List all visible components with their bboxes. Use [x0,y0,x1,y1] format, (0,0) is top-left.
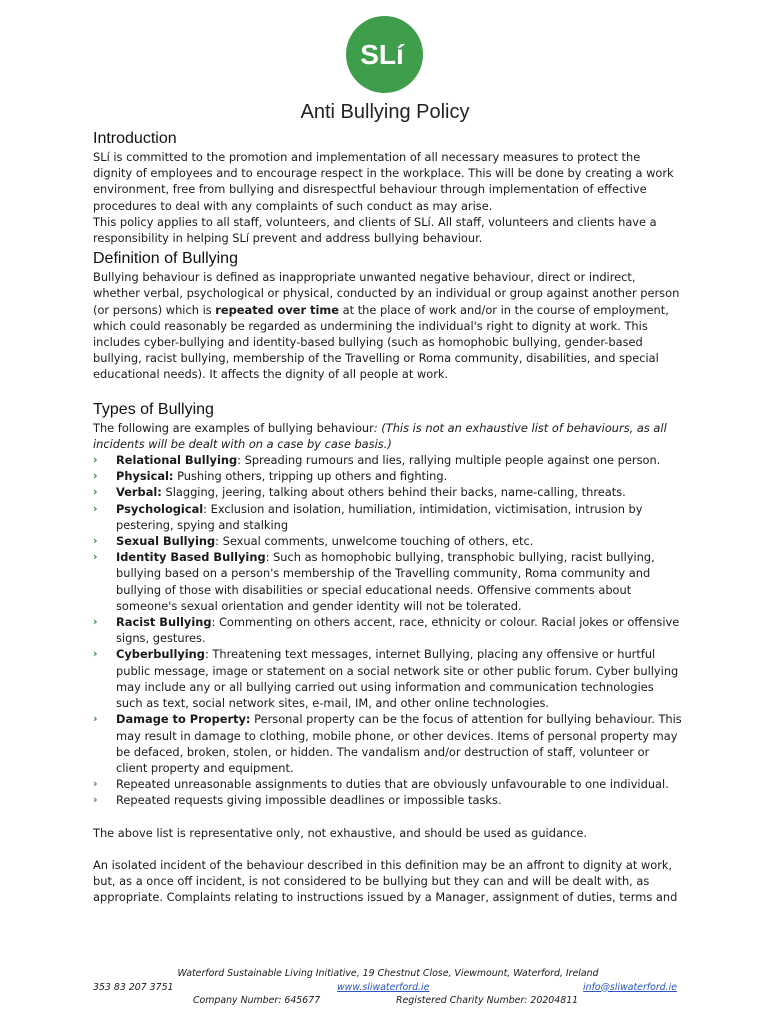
page-title: Anti Bullying Policy [300,101,470,123]
bullet-text: : Spreading rumours and lies, rallying multiple people against one person. [237,453,661,468]
sli-logo [346,16,423,93]
bullet-text: : Commenting on others accent, race, ethnicity or colour. Racial jokes or offensive signs, gestures. [116,615,680,646]
intro-paragraph-2: This policy applies to all staff, volunteers, and clients of SLí. All staff, volunteers and clients have a responsibility in helping SLí prevent and address bullying behaviour. [93,214,657,246]
bullet-arrow-icon: › [93,550,98,564]
definition-heading: Definition of Bullying [93,250,238,268]
bullet-term: Physical: [116,469,174,484]
footer-charity-number: Registered Charity Number: 20204811 [396,995,579,1006]
intro-paragraph-1: SLí is committed to the promotion and implementation of all necessary measures to protect the dignity of employees and to encourage respect in the workplace. This will be done by creating a work environment, free from bullying and disrespectful behaviour through implementation of effective procedures to deal with any complaints of such conduct as may arise. [93,150,674,213]
list-item [93,501,683,533]
bullet-arrow-icon: › [93,647,98,661]
bullet-term: Identity Based Bullying [116,550,266,565]
bullet-arrow-icon: › [93,777,98,791]
bullet-arrow-icon: › [93,501,98,515]
types-list [93,452,683,776]
bullet-text: Slagging, jeering, talking about others behind their backs, name-calling, threats. [161,485,626,500]
bullet-text: : Threatening text messages, internet Bullying, placing any offensive or hurtful public message, image or statement on a social network site or other public forum. Cyber bullying may include any or all bullying carried out using information and communication technologies such as text, social network sites, e-mail, IM, and other online technologies. [116,647,679,711]
footer [93,967,683,1008]
list-item [93,646,683,711]
bullet-term: Cyberbullying [116,647,205,662]
footer-email-link[interactable]: info@sliwaterford.ie [583,981,677,993]
extra-list [93,776,683,808]
bullet-text: : Such as homophobic bullying, transphobic bullying, racist bullying, bullying based on a person's membership of the Travelling community, Roma community and bullying of those with disabilities or special educational needs. Offensive comments about someone's sexual orientation and gender identity will not be tolerated. [116,550,655,613]
list-item [93,484,683,500]
bullet-term: Relational Bullying [116,453,238,468]
list-item [93,614,683,646]
intro-heading: Introduction [93,130,177,147]
bullet-arrow-icon: › [93,615,98,629]
guidance-note: The above list is representative only, not exhaustive, and should be used as guidance. [93,825,588,840]
list-item: › Repeated requests giving impossible deadlines or impossible tasks. [93,793,502,808]
logo-text: SLí [360,39,404,70]
bullet-term: Psychological [116,501,204,516]
footer-phone: 353 83 207 3751 [93,981,174,993]
bullet-arrow-icon: › [93,534,98,548]
list-item [93,468,683,484]
bullet-arrow-icon: › [93,712,98,726]
types-lead: The following are examples of bullying behaviour: (This is not an exhaustive list of behaviours, as all incidents will be dealt with on a case by case basis.) [93,420,667,451]
list-item [93,452,683,468]
bullet-arrow-icon: › [93,453,98,467]
document-body [93,128,683,905]
footer-website-link[interactable]: www.sliwaterford.ie [337,981,430,993]
list-item: › Repeated unreasonable assignments to duties that are obviously unfavourable to one individual. [93,776,683,792]
bullet-text: Personal property can be the focus of attention for bullying behaviour. This may result in damage to clothing, mobile phone, or other devices. Items of personal property may be defaced, broken, stolen, or hidden. The vandalism and/or destruction of staff, volunteer or client property and equipment. [116,712,682,775]
bullet-term: Verbal: [116,485,162,500]
list-item [93,711,683,776]
bullet-term: Damage to Property: [116,712,251,727]
footer-contact-row [93,981,683,995]
list-item [93,549,683,614]
bullet-term: Racist Bullying [116,615,212,630]
footer-address: Waterford Sustainable Living Initiative, 19 Chestnut Close, Viewmount, Waterford, Ireland [177,968,599,979]
footer-company-number: Company Number: 645677 [193,995,321,1006]
types-heading: Types of Bullying [93,400,214,418]
bullet-text: : Exclusion and isolation, humiliation, intimidation, victimisation, intrusion by pestering, spying and stalking [116,501,643,532]
bullet-term: Sexual Bullying [116,534,216,549]
bullet-text: Pushing others, tripping up others and fighting. [173,469,448,484]
bullet-arrow-icon: › [93,469,98,483]
footer-registration-row [93,994,683,1008]
definition-paragraph: Bullying behaviour is defined as inappropriate unwanted negative behaviour, direct or indirect, whether verbal, psychological or physical, conducted by an individual or group against another person (or persons) which is repeated over time at the place of work and/or in the course of employment, which could reasonably be regarded as undermining the individual's right to dignity at work. This includes cyber-bullying and identity-based bullying (such as homophobic bullying, gender-based bullying, racist bullying, membership of the Travelling or Roma community, disabilities, and special educational needs). It affects the dignity of all people at work. [93,270,680,382]
closing-paragraph: An isolated incident of the behaviour described in this definition may be an affront to dignity at work, but, as a once off incident, is not considered to be bullying but they can and will be dealt with, as appropriate. Complaints relating to instructions issued by a Manager, assignment of duties, terms and [93,857,678,905]
bullet-arrow-icon: › [93,485,98,499]
bullet-arrow-icon: › [93,793,98,807]
bullet-text: : Sexual comments, unwelcome touching of others, etc. [215,534,534,549]
list-item [93,533,683,549]
